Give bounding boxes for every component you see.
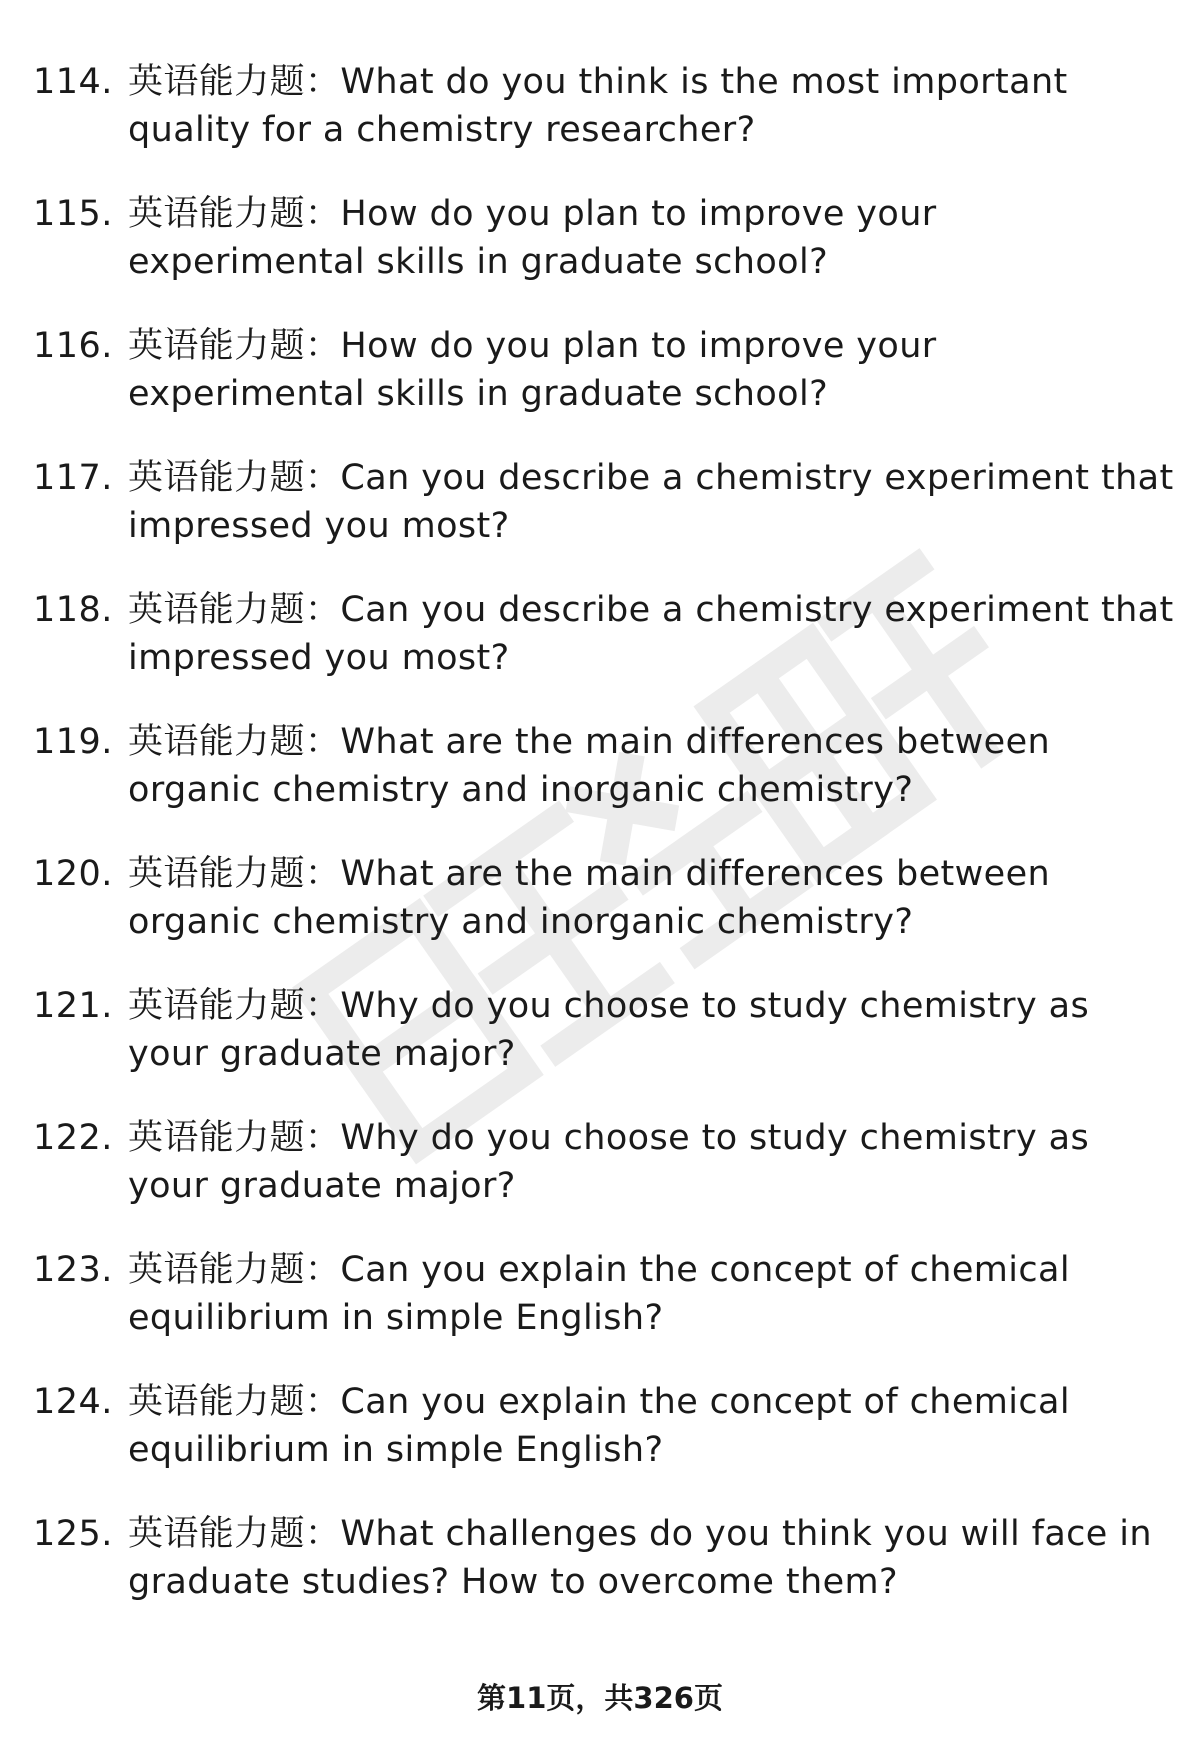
question-text: What challenges do you think you will face in graduate studies? How to overcome them?: [128, 1514, 1152, 1602]
question-text: Can you describe a chemistry experiment that impressed you most?: [128, 458, 1174, 546]
question-item: [0, 1510, 1200, 1642]
question-item: [0, 190, 1200, 322]
page-indicator: 第11页，共326页: [477, 1681, 723, 1715]
question-number: 117.: [33, 458, 113, 498]
question-text: What do you think is the most important quality for a chemistry researcher?: [128, 62, 1068, 150]
question-body: [128, 1378, 1178, 1474]
question-category-label: 英语能力题：: [128, 458, 341, 498]
question-body: [128, 982, 1178, 1078]
question-number: 121.: [33, 986, 113, 1026]
question-number: 124.: [33, 1382, 113, 1422]
question-item: [0, 982, 1200, 1114]
question-number: 125.: [33, 1514, 113, 1554]
question-text: What are the main differences between organic chemistry and inorganic chemistry?: [128, 854, 1051, 942]
question-number: 123.: [33, 1250, 113, 1290]
question-item: [0, 850, 1200, 982]
question-category-label: 英语能力题：: [128, 722, 341, 762]
question-item: [0, 454, 1200, 586]
question-body: [128, 1114, 1178, 1210]
question-body: [128, 1510, 1178, 1606]
question-text: Can you explain the concept of chemical equilibrium in simple English?: [128, 1250, 1070, 1338]
question-item: [0, 718, 1200, 850]
question-body: [128, 850, 1178, 946]
question-text: Why do you choose to study chemistry as your graduate major?: [128, 1118, 1090, 1206]
question-item: [0, 1378, 1200, 1510]
question-number: 115.: [33, 194, 113, 234]
question-item: [0, 58, 1200, 190]
question-text: What are the main differences between organic chemistry and inorganic chemistry?: [128, 722, 1051, 810]
question-text: Why do you choose to study chemistry as your graduate major?: [128, 986, 1090, 1074]
question-text: Can you explain the concept of chemical equilibrium in simple English?: [128, 1382, 1070, 1470]
question-number: 122.: [33, 1118, 113, 1158]
question-body: [128, 718, 1178, 814]
question-body: [128, 586, 1178, 682]
question-text: How do you plan to improve your experimental skills in graduate school?: [128, 326, 937, 414]
question-category-label: 英语能力题：: [128, 326, 341, 366]
question-number: 120.: [33, 854, 113, 894]
question-category-label: 英语能力题：: [128, 854, 341, 894]
question-text: How do you plan to improve your experimental skills in graduate school?: [128, 194, 937, 282]
question-category-label: 英语能力题：: [128, 1250, 341, 1290]
question-list: [0, 58, 1200, 1642]
question-text: Can you describe a chemistry experiment that impressed you most?: [128, 590, 1174, 678]
question-body: [128, 454, 1178, 550]
question-number: 116.: [33, 326, 113, 366]
question-item: [0, 1114, 1200, 1246]
question-category-label: 英语能力题：: [128, 590, 341, 630]
question-body: [128, 58, 1178, 154]
question-category-label: 英语能力题：: [128, 1514, 341, 1554]
question-category-label: 英语能力题：: [128, 194, 341, 234]
question-body: [128, 322, 1178, 418]
question-item: [0, 1246, 1200, 1378]
question-item: [0, 322, 1200, 454]
question-body: [128, 190, 1178, 286]
question-category-label: 英语能力题：: [128, 1382, 341, 1422]
question-number: 119.: [33, 722, 113, 762]
question-number: 118.: [33, 590, 113, 630]
question-item: [0, 586, 1200, 718]
question-category-label: 英语能力题：: [128, 986, 341, 1026]
question-category-label: 英语能力题：: [128, 62, 341, 102]
question-number: 114.: [33, 62, 113, 102]
question-body: [128, 1246, 1178, 1342]
question-category-label: 英语能力题：: [128, 1118, 341, 1158]
